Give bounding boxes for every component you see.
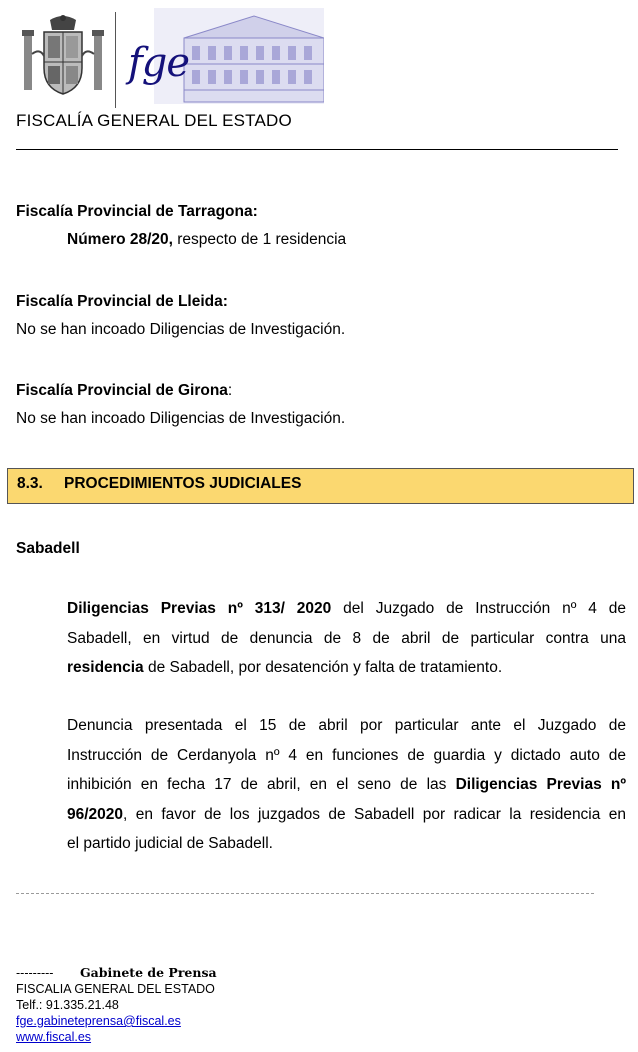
- footer-organization: FISCALIA GENERAL DEL ESTADO: [16, 982, 215, 996]
- paragraph-line: Sabadell, en virtud de denuncia de 8 de abril de particular contra una: [67, 629, 626, 647]
- paragraph-line: [67, 770, 626, 800]
- footer-telephone: Telf.: 91.335.21.48: [16, 998, 119, 1012]
- paragraph-line: [67, 800, 626, 830]
- girona-heading-colon: :: [227, 382, 233, 399]
- section-title: PROCEDIMIENTOS JUDICIALES: [64, 475, 302, 492]
- paragraph-line: [67, 594, 626, 624]
- paragraph-line: [67, 653, 626, 683]
- girona-text: No se han incoado Diligencias de Investigación.: [16, 410, 346, 427]
- dashed-divider: [16, 893, 594, 894]
- sabadell-paragraph-1: [67, 594, 626, 683]
- tarragona-case-number: Número 28/20,: [67, 231, 173, 248]
- paragraph-text: del Juzgado de Instrucción nº 4 de: [331, 600, 626, 617]
- footer-website-link[interactable]: www.fiscal.es: [16, 1030, 92, 1044]
- footer-dashes: ---------: [16, 966, 54, 980]
- emphasis-text: residencia: [67, 659, 144, 676]
- tarragona-case-detail: respecto de 1 residencia: [172, 231, 347, 248]
- tarragona-case-line: [67, 226, 346, 254]
- organization-name: FISCALÍA GENERAL DEL ESTADO: [16, 111, 292, 130]
- case-reference: Diligencias Previas nº: [455, 776, 626, 793]
- tarragona-heading: Fiscalía Provincial de Tarragona:: [16, 203, 258, 220]
- paragraph-text: inhibición en fecha 17 de abril, en el seno de las: [67, 776, 456, 793]
- case-reference: 96/2020: [67, 805, 124, 823]
- section-header-box: [7, 468, 634, 504]
- paragraph-line: el partido judicial de Sabadell.: [67, 835, 273, 852]
- coat-of-arms-logo: [22, 14, 104, 100]
- footer-office: Gabinete de Prensa: [80, 965, 217, 980]
- sabadell-heading: Sabadell: [16, 540, 80, 557]
- girona-heading: [16, 377, 232, 405]
- section-number: 8.3.: [17, 475, 43, 492]
- girona-heading-label: Fiscalía Provincial de Girona: [16, 382, 228, 399]
- header-rule: [16, 149, 618, 150]
- fge-logo-text: fge: [128, 40, 190, 86]
- lleida-text: No se han incoado Diligencias de Investigación.: [16, 321, 346, 338]
- header-divider: [115, 12, 116, 108]
- sabadell-paragraph-2: [67, 711, 626, 859]
- paragraph-text: , en favor de los juzgados de Sabadell por radicar la residencia en: [123, 805, 626, 823]
- lleida-heading: Fiscalía Provincial de Lleida:: [16, 293, 228, 310]
- case-reference: Diligencias Previas nº 313/ 2020: [67, 600, 332, 617]
- paragraph-line: Denuncia presentada el 15 de abril por particular ante el Juzgado de: [67, 717, 626, 734]
- footer-email-link[interactable]: fge.gabineteprensa@fiscal.es: [16, 1014, 181, 1028]
- paragraph-text: de Sabadell, por desatención y falta de tratamiento.: [143, 659, 503, 676]
- paragraph-line: Instrucción de Cerdanyola nº 4 en funciones de guardia y dictado auto de: [67, 746, 626, 764]
